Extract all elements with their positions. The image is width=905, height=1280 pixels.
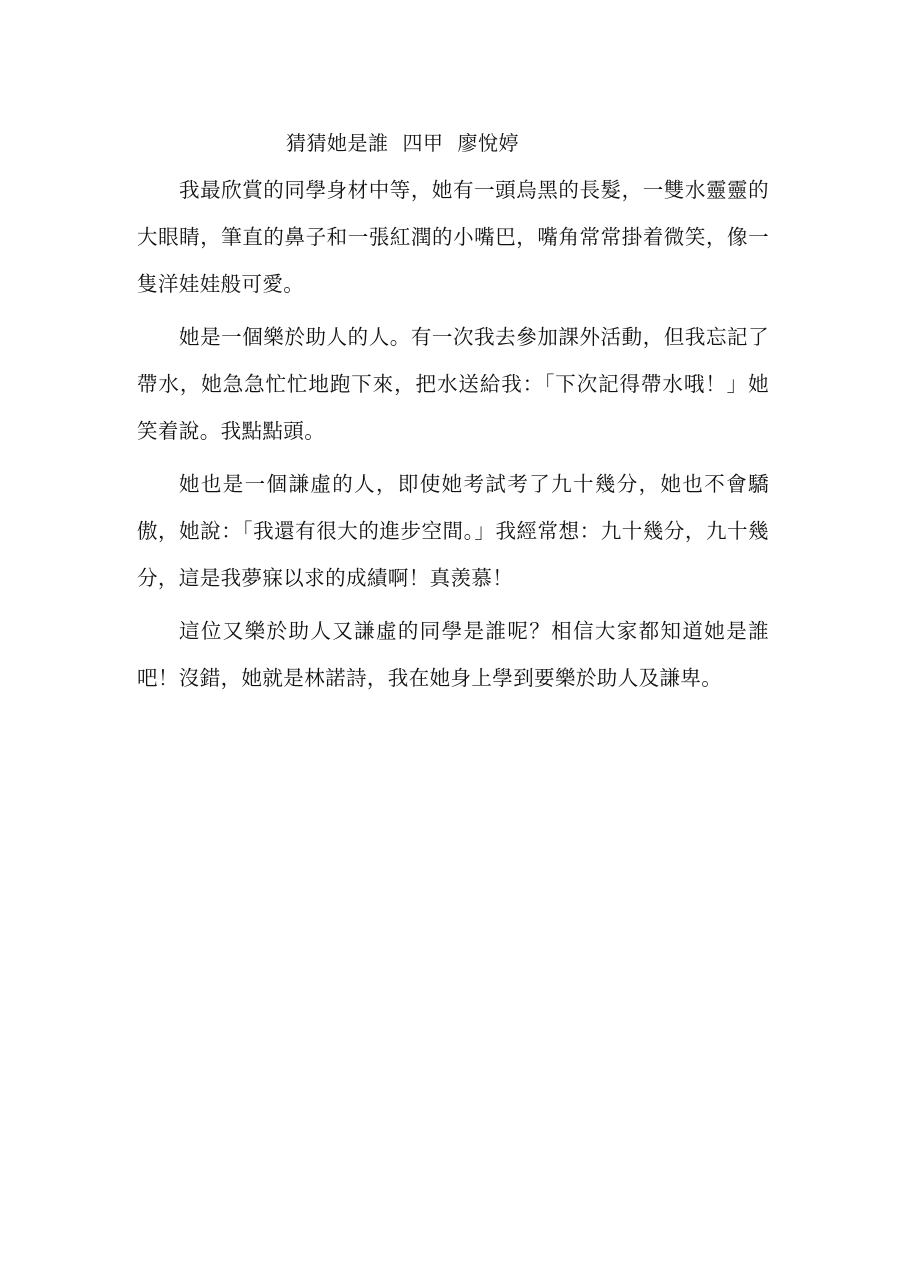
class-name: 四甲 [402,131,444,155]
paragraph-2: 她是一個樂於助人的人。有一次我去參加課外活動，但我忘記了帶水，她急急忙忙地跑下來，把水送給我：「下次記得帶水哦！」她笑着說。我點點頭。 [137,325,769,443]
author-name: 廖悅婷 [457,131,519,155]
essay-title: 猜猜她是誰 [286,131,389,155]
essay-body [137,167,769,708]
essay-heading [286,128,519,158]
paragraph-3: 她也是一個謙虛的人，即使她考試考了九十幾分，她也不會驕傲，她說：「我還有很大的進步空間。」我經常想：九十幾分，九十幾分，這是我夢寐以求的成績啊！真羡慕！ [137,472,769,590]
paragraph-4: 這位又樂於助人又謙虛的同學是誰呢？相信大家都知道她是誰吧！沒錯，她就是林諾詩，我在她身上學到要樂於助人及謙卑。 [137,619,769,690]
paragraph-1: 我最欣賞的同學身材中等，她有一頭烏黑的長髮，一雙水靈靈的大眼睛，筆直的鼻子和一張紅潤的小嘴巴，嘴角常常掛着微笑，像一隻洋娃娃般可愛。 [137,178,769,296]
